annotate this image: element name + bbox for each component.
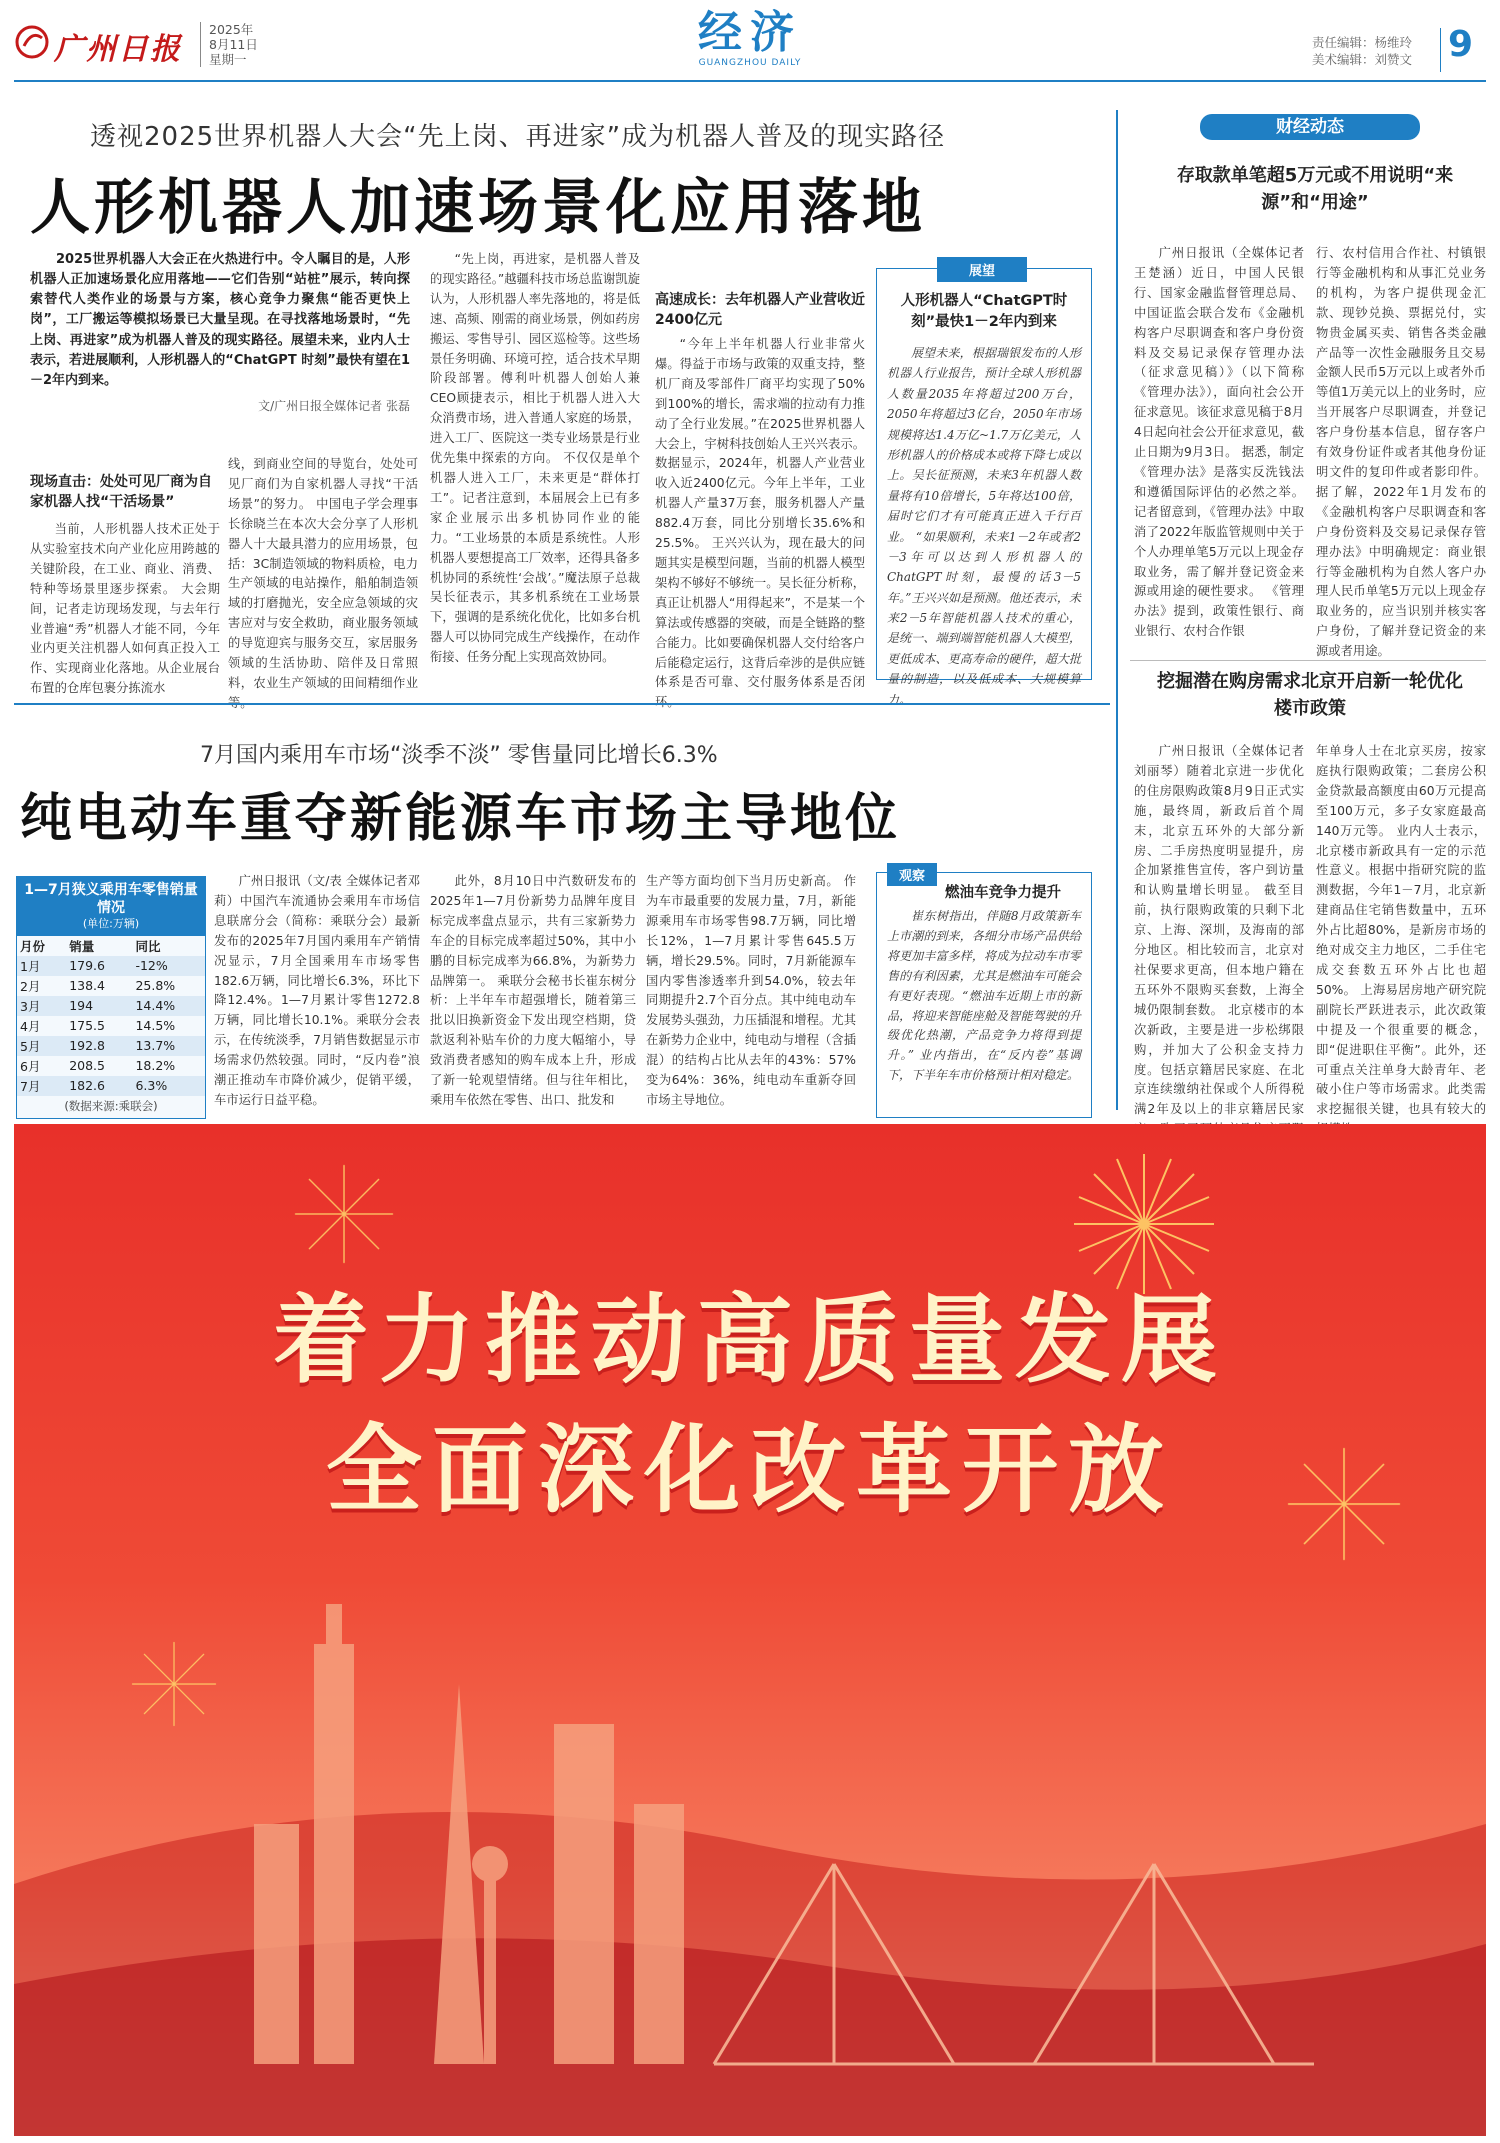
story2-column-3-text: 生产等方面均创下当月历史新高。 作为车市最重要的发展力量，7月，新能源乘用车市场零售98.7万辆，同比增长12%，1—7月累计零售645.5万辆，增长29.5%。同时，7月新能源车国内零售渗透率升到54.0%，较去年同期提升2.7个百分点。其中纯电动车发展势头强劲，力压插混和增程。尤其在新势力企业中，纯电动与增程（含插混）的结构占比从去年的43%：57%变为64%：36%，纯电动车重新夺回市场主导地位。 — [646, 874, 856, 1107]
table-row — [17, 1016, 205, 1036]
table-row — [17, 956, 205, 976]
editor-line-1: 责任编辑：杨维玲 — [1312, 35, 1413, 50]
logo-text: 广州日报 — [54, 32, 182, 67]
outlook-text — [887, 343, 1081, 710]
table-cell: 1月 — [20, 958, 41, 974]
table-cell: 194 — [69, 998, 94, 1014]
table-cell: 192.8 — [69, 1038, 105, 1054]
table-cell: 3月 — [20, 998, 41, 1014]
story2-column-3 — [646, 872, 856, 1111]
logo — [14, 22, 194, 67]
story1-lead-text: 2025世界机器人大会正在火热进行中。令人瞩目的是，人形机器人正加速场景化应用落地——它们告别“站桩”展示，转向探索替代人类作业的场景与方案，核心竞争力聚焦“能否更快上岗”，工厂搬运等模拟场景已大量呈现。在寻找落地场景时，“先上岗、再进家”成为机器人普及的现实路径。展望未来，业内人士表示，若进展顺利，人形机器人的“ChatGPT 时刻”最快有望在1－2年内到来。 — [30, 252, 410, 388]
table-cell: 25.8% — [135, 978, 176, 994]
story2-column-1 — [214, 872, 420, 1111]
date-day: 8月11日 — [209, 37, 258, 52]
sidebar-news2-column-2 — [1316, 742, 1486, 1140]
story1-column-2 — [228, 455, 418, 714]
table-header-yoy: 同比 — [135, 938, 161, 954]
table-row — [17, 976, 205, 996]
date-year: 2025年 — [209, 22, 254, 37]
story1-column-3-text: “先上岗，再进家，是机器人普及的现实路径。”越疆科技市场总监谢凯旋认为，人形机器人率先落地的，将是低速、高频、刚需的商业场景，例如药房搬运、零售导引、园区巡检等。这些场景任务明确、环境可控，适合技术早期阶段部署。傅利叶机器人创始人兼CEO顾捷表示，相比于机器人进入大众消费市场，进入普通人家庭的场景，进入工厂、医院这一类专业场景是行业优先集中探索的方向。 不仅仅是单个机器人进入工厂，未来更是“群体打工”。记者注意到，本届展会上已有多家企业展示出多机协同作业的能力。“工业场景的本质是系统性。人形机器人要想提高工厂效率，还得具备多机协同的系统性‘会战’。”魔法原子总裁吴长征表示，其多机系统在工业场景下，强调的是系统化优化，比如多台机器人可以协同完成生产线操作，在动作衔接、任务分配上实现高效协同。 — [430, 252, 640, 665]
story1-outlook-box — [876, 264, 1092, 707]
story2-column-2 — [430, 872, 636, 1111]
table-cell: 18.2% — [135, 1058, 176, 1074]
story1-column-4-text: “今年上半年机器人行业非常火爆。得益于市场与政策的双重支持，整机厂商及零部件厂商平均实现了50%到100%的增长，需求端的拉动有力推动了全行业发展。”在2025世界机器人大会上，宇树科技创始人王兴兴表示。数据显示，2024年，机器人产业营业收入近2400亿元。今年上半年，工业机器人产量37万套，服务机器人产量882.4万套，同比分别增长35.6%和25.5%。 王兴兴认为，现在最大的问题其实是模型问题，当前的机器人模型架构不够好不够统一。吴长征分析称，真正让机器人“用得起来”，不是某一个算法或传感器的突破，而是全链路的整合能力。比如要确保机器人交付给客户后能稳定运行，这背后牵涉的是供应链体系是否可靠、交付服务体系是否闭环。 — [655, 337, 865, 710]
sales-table-title: 1—7月狭义乘用车零售销量情况 — [24, 882, 198, 917]
story1-headline: 人形机器人加速场景化应用落地 — [30, 173, 926, 243]
sidebar-news1-text-2: 行、农村信用合作社、村镇银行等金融机构和从事汇兑业务的机构，为客户提供现金汇款、现钞兑换、票据兑付，实物贵金属买卖、销售各类金融产品等一次性金融服务且交易金额人民币5万元以上或者外币等值1万美元以上的业务时，应当开展客户尽职调查，并登记客户身份基本信息，留存客户有效身份证件或者其他身份证明文件的复印件或者影印件。 据了解，2022年1月发布的《金融机构客户尽职调查和客户身份资料及交易记录保存管理办法》中明确规定：商业银行等金融机构为自然人客户办理人民币单笔5万元以上现金存取业务的，应当识别并核实客户身份，了解并登记资金的来源或者用途。 — [1316, 246, 1486, 659]
story1-subhead-2: 高速成长：去年机器人产业营收近2400亿元 — [655, 292, 865, 329]
story2-observe-box — [876, 869, 1092, 1118]
table-cell: 13.7% — [135, 1038, 176, 1054]
table-cell: -12% — [135, 958, 168, 974]
story2-column-1-text: 广州日报讯（文/表 全媒体记者邓莉）中国汽车流通协会乘用车市场信息联席分会（简称：乘联分会）最新发布的2025年7月国内乘用车产销情况显示，7月全国乘用车市场零售182.6万辆，同比增长6.3%，环比下降12.4%。1—7月累计零售1272.8万辆，同比增长10.1%。乘联分会表示，在传统淡季，7月销售数据显示市场需求仍然较强。同时，“反内卷”浪潮正推动车市降价减少，促销平缓，车市运行日益平稳。 — [214, 874, 420, 1107]
story1-byline: 文/广州日报全媒体记者 张磊 — [258, 398, 410, 413]
sales-table-source: (数据来源:乘联会) — [64, 1098, 158, 1113]
sidebar-news1-title: 存取款单笔超5万元或不用说明“来源”和“用途” — [1176, 165, 1454, 213]
story1-column-1 — [30, 520, 220, 699]
story1-subhead-1: 现场直击：处处可见厂商为自家机器人找“干活场景” — [30, 474, 212, 511]
sidebar-news2-text-2: 年单身人士在北京买房，按家庭执行限购政策；二套房公积金贷款最高额度由60万元提高至100万元，多子女家庭最高140万元等。 业内人士表示，北京楼市新政具有一定的示范性意义。根据中指研究院的监测数据，今年1－7月，北京新建商品住宅销售数量中，五环外占比超80%，是新房市场的绝对成交主力地区，二手住宅成交套数五环外占比也超50%。 上海易居房地产研究院副院长严跃进表示，此次政策中提及一个很重要的概念，即“促进职住平衡”。此外，还可重点关注单身大龄青年、老破小住户等市场需求。此类需求挖掘很关键，也具有较大的 — [1316, 744, 1486, 1117]
table-cell: 5月 — [20, 1038, 41, 1054]
banner-slogan-line-1: 着力推动高质量发展 — [273, 1283, 1227, 1396]
table-cell: 179.6 — [69, 958, 105, 974]
masthead — [0, 0, 1500, 78]
table-header-sales: 销量 — [69, 938, 95, 954]
table-cell: 2月 — [20, 978, 41, 994]
story1-column-4 — [655, 335, 865, 713]
sidebar-news2-text-1: 广州日报讯（全媒体记者刘丽琴）随着北京进一步优化的住房限购政策8月9日正式实施，最终周，新政后首个周末，北京五环外的大部分新房、二手房热度明显提升，房企加紧推售宣传，客户到访量和认购量增长明显。 截至目前，执行限购政策的只剩下北京、上海、深圳，及海南的部分地区。相比较而言，北京对社保要求更高，但本地户籍在五环外不限购买套数，上海全城仍限制套数。 北京楼市的本次新政，主要是进一步松绑限购，并加大了公积金支持力度。包括京籍居民家庭、在北京连续缴纳社保或个人所得税满2年及以上的非京籍居民家 — [1134, 744, 1304, 1117]
date-weekday: 星期一 — [209, 52, 247, 67]
table-cell: 182.6 — [69, 1078, 105, 1094]
issue-date — [200, 22, 258, 67]
sidebar-news1-column-1 — [1134, 244, 1304, 642]
logo-emblem-icon — [14, 24, 50, 60]
table-cell: 138.4 — [69, 978, 105, 994]
outlook-title: 人形机器人“ChatGPT时刻”最快1－2年内到来 — [900, 293, 1068, 331]
section-english: GUANGZHOU DAILY — [698, 58, 802, 68]
table-row — [17, 1036, 205, 1056]
story1-column-2-text: 线，到商业空间的导览台，处处可见厂商们为自家机器人寻找“干活场景”的努力。 中国电子学会理事长徐晓兰在本次大会分享了人形机器人十大最具潜力的应用场景，包括：3C制造领域的物料质检，电力生产领域的电站操作，船舶制造领域的打磨抛光，安全应急领域的灾害应对与安全救助，商业服务领域的导览迎宾与服务交互，家居服务领域的生活协助、陪伴及日常照料，农业生产领域的田间精细作业等。 — [228, 457, 418, 710]
observe-text — [887, 907, 1081, 1086]
sales-table-header — [17, 877, 205, 936]
story2-column-2-text: 此外，8月10日中汽数研发布的2025年1—7月份新势力品牌年度目标完成率盘点显示，共有三家新势力车企的目标完成率超过50%，其中小鹏的目标完成率为66.8%，为新势力品牌第一。 乘联分会秘书长崔东树分析：上半年车市超强增长，随着第三批以旧换新资金下发出现空档期，贷款返利补贴车价的力度大幅缩小，导致消费者感知的购车成本上升，形成了新一轮观望情绪。但与往年相比，乘用车依然在零售、出口、批发和 — [430, 874, 636, 1107]
banner-slogan-line-2: 全面深化改革开放 — [326, 1413, 1174, 1526]
section-name: 经济 — [698, 7, 802, 58]
observe-label: 观察 — [887, 863, 937, 886]
table-cell: 4月 — [20, 1018, 41, 1034]
sales-table-unit: (单位:万辆) — [82, 917, 140, 931]
table-cell: 14.5% — [135, 1018, 176, 1034]
table-row — [17, 996, 205, 1016]
story1-column-3 — [430, 250, 640, 668]
observe-text-body: 崔东树指出，伴随8月政策新车上市潮的到来，各细分市场产品供给将更加丰富多样，将成为拉动车市零售的有利因素，尤其是燃油车可能会有更好表现。“燃油车近期上市的新品，将迎来智能座舱及智能驾驶的升级优化热潮，产品竞争力将得到提升。” 业内指出，在“反内卷”基调下，下半年车市价格预计相对稳定。 — [887, 909, 1081, 1083]
story1-lead — [30, 250, 410, 414]
section-title — [640, 8, 860, 68]
story2-headline: 纯电动车重夺新能源车市场主导地位 — [20, 788, 901, 849]
sales-table-box — [16, 876, 206, 1119]
table-cell: 208.5 — [69, 1058, 105, 1074]
story1-column-1-text: 当前，人形机器人技术正处于从实验室技术向产业化应用跨越的关键阶段，在工业、商业、消费、特种等场景里逐步探索。 大会期间，记者走访现场发现，与去年行业普遍“秀”机器人才能不同，今年业内更关注机器人如何真正投入工作、实现商业化落地。从企业展台布置的仓库包裹分拣流水 — [30, 522, 220, 696]
editors — [1312, 34, 1412, 68]
promo-banner — [14, 1124, 1486, 2136]
table-row — [17, 1076, 205, 1096]
outlook-text-body: 展望未来，根据瑞银发布的人形机器人行业报告，预计全球人形机器人数量2035年将超过200万台，2050年将超过3亿台，2050年市场规模将达1.4万亿~1.7万亿美元，人形机器人的价格成本或将下降七成以上。吴长征预测，未来3年机器人数量将有10倍增长，5年将达100倍，届时它们才有可能真正进入千行百业。 “如果顺利，未来1－2年或者2－3年可以达到人形机器人的ChatGPT时刻，最慢的话3－5年。”王兴兴如是预测。他还表示，未来2－5年智能机器人技术的重心，是统一、端到端智能机器人大模型，更低成本、更高寿命的硬件，超大批量的制造，以及低成本、大规模算力。 — [887, 346, 1081, 707]
sales-table — [17, 936, 205, 1096]
sidebar-news2-column-1 — [1134, 742, 1304, 1160]
sidebar-news2-title: 挖掘潜在购房需求北京开启新一轮优化楼市政策 — [1157, 671, 1463, 719]
outlook-label: 展望 — [937, 257, 1027, 282]
table-header-row — [17, 936, 205, 956]
table-cell: 7月 — [20, 1078, 41, 1094]
table-header-month: 月份 — [20, 938, 46, 954]
story1-kicker: 透视2025世界机器人大会“先上岗、再进家”成为机器人普及的现实路径 — [90, 122, 946, 152]
table-cell: 175.5 — [69, 1018, 105, 1034]
sidebar-news1-column-2 — [1316, 244, 1486, 662]
sidebar-news1-text-1: 广州日报讯（全媒体记者 王楚涵）近日，中国人民银行、国家金融监督管理总局、中国证监会联合发布《金融机构客户尽职调查和客户身份资料及交易记录保存管理办法（征求意见稿）》（以下简称《管理办法》），面向社会公开征求意见。该征求意见稿于8月4日起向社会公开征求意见，截止日期为9月3日。 据悉，制定《管理办法》是落实反洗钱法和遵循国际评估的必然之举。 记者留意到，《管理办法》中取消了2022年版监管规则中关于个人办理单笔5万元以上现金存取业务，需了解并登记资金来源或用途的硬性要求。 《管理办法》提到，政策性银行、商业银行、农村合作银 — [1134, 246, 1304, 639]
table-cell: 6.3% — [135, 1078, 168, 1094]
table-row — [17, 1056, 205, 1076]
page-number: 9 — [1448, 24, 1474, 65]
observe-title: 燃油车竞争力提升 — [945, 885, 1061, 901]
story2-kicker: 7月国内乘用车市场“淡季不淡” 零售量同比增长6.3% — [200, 743, 718, 768]
table-cell: 14.4% — [135, 998, 176, 1014]
table-cell: 6月 — [20, 1058, 41, 1074]
sidebar-label: 财经动态 — [1200, 114, 1420, 140]
editor-line-2: 美术编辑：刘赞文 — [1312, 52, 1413, 67]
